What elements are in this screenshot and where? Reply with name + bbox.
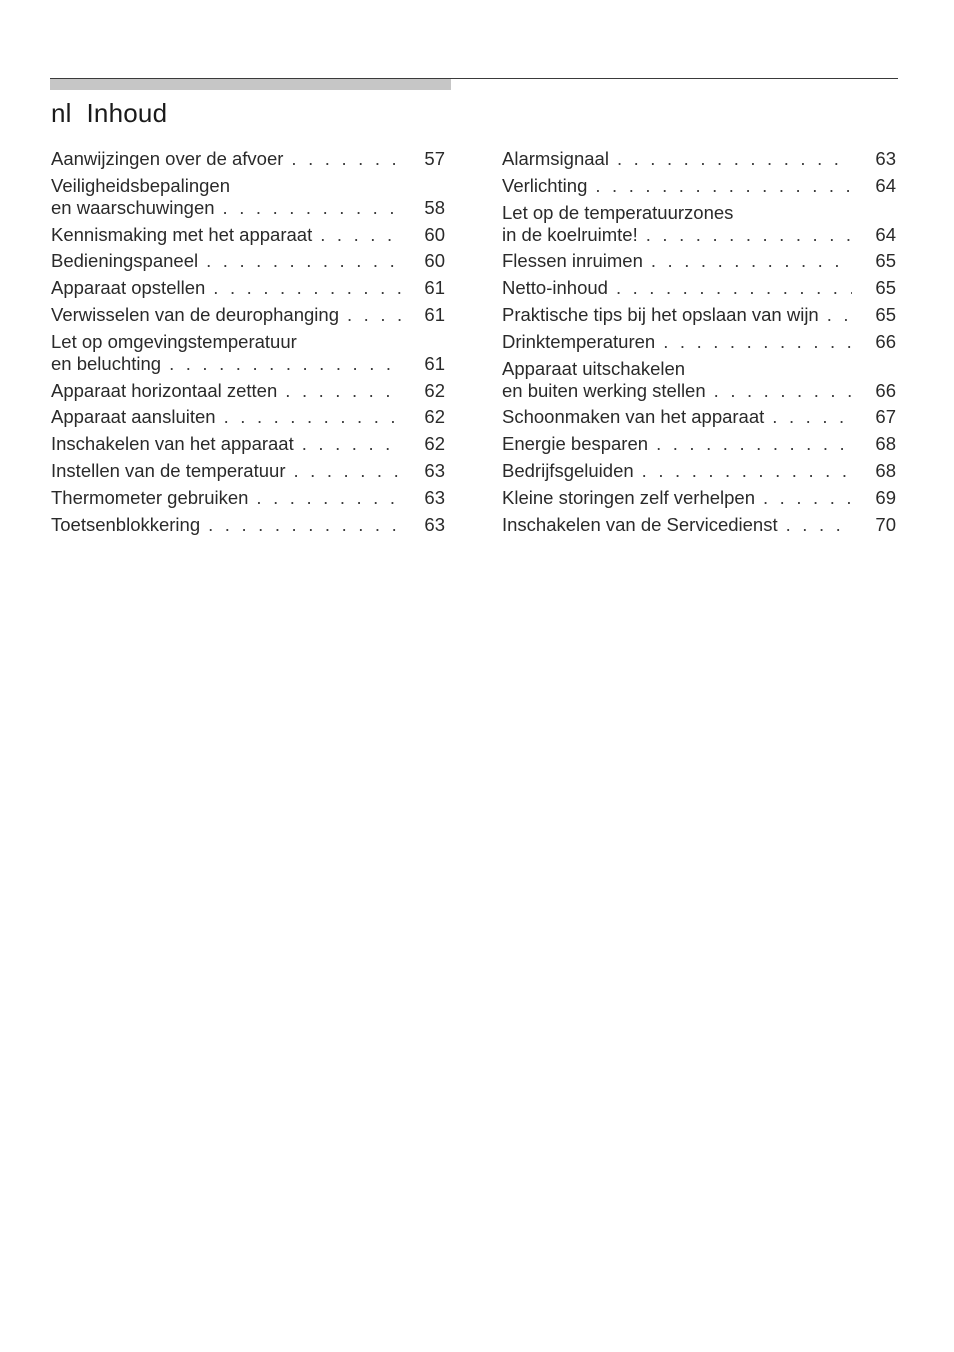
toc-entry-row <box>502 175 896 197</box>
toc-entry[interactable] <box>51 250 445 272</box>
toc-entry-row <box>51 353 445 375</box>
toc-entry-title: Bedieningspaneel <box>51 250 199 272</box>
toc-entry-row <box>502 380 896 402</box>
toc-entry[interactable] <box>502 514 896 536</box>
toc-entry-row <box>51 487 445 509</box>
dot-leader <box>291 148 401 170</box>
toc-entry[interactable] <box>502 487 896 509</box>
toc-entry-row <box>502 277 896 299</box>
dot-leader <box>256 487 401 509</box>
dot-leader <box>651 250 852 272</box>
dot-leader <box>646 224 852 246</box>
toc-entry-title-line: Let op de temperatuurzones <box>502 201 734 223</box>
toc-entry-row <box>51 224 445 246</box>
toc-entry-row <box>502 304 896 326</box>
toc-entry-title-line: Let op omgevingstemperatuur <box>51 330 297 352</box>
toc-entry-title: Inschakelen van de Servicedienst <box>502 513 778 535</box>
toc-entry-page-number: 65 <box>875 303 896 325</box>
toc-entry-row <box>51 433 445 455</box>
toc-entry-page-number: 67 <box>875 406 896 428</box>
toc-entry-page-number: 63 <box>424 459 445 481</box>
toc-entry-page-number: 65 <box>875 250 896 272</box>
toc-entry[interactable] <box>502 304 896 326</box>
toc-entry-page-number: 64 <box>875 223 896 245</box>
dot-leader <box>763 487 852 509</box>
header-bar <box>50 79 451 90</box>
toc-entry-row <box>51 514 445 536</box>
page-title <box>51 98 167 129</box>
dot-leader <box>714 380 852 402</box>
title-text: Inhoud <box>86 98 168 128</box>
toc-entry-row <box>502 460 896 482</box>
toc-entry-title: Apparaat aansluiten <box>51 406 216 428</box>
toc-entry[interactable] <box>51 148 445 170</box>
toc-entry-page-number: 66 <box>875 330 896 352</box>
toc-entry-row <box>502 224 896 246</box>
toc-entry[interactable] <box>51 304 445 326</box>
toc-entry[interactable] <box>51 487 445 509</box>
toc-entry-title: Aanwijzingen over de afvoer <box>51 148 284 169</box>
toc-entry[interactable] <box>51 460 445 482</box>
toc-entry-row <box>51 460 445 482</box>
toc-entry-title: Apparaat horizontaal zetten <box>51 379 278 401</box>
dot-leader <box>208 514 401 536</box>
language-code: nl <box>51 98 72 128</box>
dot-leader <box>302 433 401 455</box>
toc-entry-page-number: 61 <box>424 277 445 299</box>
toc-entry-title: Bedrijfsgeluiden <box>502 459 634 481</box>
toc-entry[interactable] <box>51 175 445 219</box>
toc-right-column <box>502 148 896 540</box>
toc-entry-page-number: 70 <box>875 513 896 535</box>
toc-entry-row <box>51 277 445 299</box>
toc-entry-title: en beluchting <box>51 352 162 374</box>
toc-entry-title: Verwisselen van de deurophanging <box>51 303 339 325</box>
toc-entry-title: Drinktemperaturen <box>502 330 656 352</box>
toc-left-column <box>51 148 445 540</box>
toc-entry-page-number: 60 <box>424 250 445 272</box>
toc-entry-title: Energie besparen <box>502 433 649 455</box>
toc-entry-row <box>51 380 445 402</box>
toc-entry-page-number: 58 <box>424 196 445 218</box>
dot-leader <box>347 304 401 326</box>
toc-entry-page-number: 69 <box>875 486 896 508</box>
toc-entry-title: Kleine storingen zelf verhelpen <box>502 486 755 508</box>
toc-entry-title: Praktische tips bij het opslaan van wijn <box>502 303 819 325</box>
toc-entry-row <box>502 514 896 536</box>
toc-entry-row <box>502 148 896 170</box>
toc-entry[interactable] <box>502 148 896 170</box>
toc-entry[interactable] <box>51 224 445 246</box>
toc-entry[interactable] <box>51 433 445 455</box>
dot-leader <box>223 197 401 219</box>
toc-entry-row <box>51 250 445 272</box>
toc-entry-title: Netto-inhoud <box>502 277 608 299</box>
toc-entry-row <box>502 406 896 428</box>
toc-entry-row <box>51 406 445 428</box>
dot-leader <box>642 460 852 482</box>
toc-entry-title-line: Veiligheidsbepalingen <box>51 174 230 196</box>
dot-leader <box>786 514 852 536</box>
dot-leader <box>656 433 852 455</box>
toc-entry-page-number: 62 <box>424 433 445 455</box>
toc-entry[interactable] <box>502 433 896 455</box>
toc-entry-title: Kennismaking met het apparaat <box>51 223 313 245</box>
toc-entry-page-number: 57 <box>424 148 445 169</box>
toc-entry-title-line: Apparaat uitschakelen <box>502 357 686 379</box>
toc-entry[interactable] <box>502 460 896 482</box>
toc-entry[interactable] <box>51 514 445 536</box>
toc-entry[interactable] <box>502 202 896 246</box>
toc-entry[interactable] <box>502 406 896 428</box>
dot-leader <box>285 380 401 402</box>
toc-entry-page-number: 64 <box>875 174 896 196</box>
toc-entry-title: Apparaat opstellen <box>51 277 206 299</box>
dot-leader <box>663 331 852 353</box>
dot-leader <box>206 250 401 272</box>
toc-entry-row <box>502 433 896 455</box>
toc-entry-page-number: 60 <box>424 223 445 245</box>
toc-entry-title: Instellen van de temperatuur <box>51 459 286 481</box>
toc-entry-page-number: 62 <box>424 379 445 401</box>
dot-leader <box>213 277 401 299</box>
toc-entry-page-number: 63 <box>875 148 896 169</box>
toc-entry-page-number: 62 <box>424 406 445 428</box>
toc-entry[interactable] <box>502 331 896 353</box>
toc-entry-row <box>51 197 445 219</box>
toc-entry-row <box>51 148 445 170</box>
toc-entry-title: Toetsenblokkering <box>51 513 201 535</box>
toc-entry-row <box>502 487 896 509</box>
toc-entry-title: en waarschuwingen <box>51 196 215 218</box>
toc-entry[interactable] <box>502 277 896 299</box>
toc-entry-title: en buiten werking stellen <box>502 379 706 401</box>
toc-entry-page-number: 68 <box>875 459 896 481</box>
dot-leader <box>224 406 401 428</box>
toc-entry-row <box>51 304 445 326</box>
dot-leader <box>293 460 401 482</box>
toc-entry[interactable] <box>51 331 445 375</box>
toc-entry-page-number: 68 <box>875 433 896 455</box>
toc-entry-row <box>502 331 896 353</box>
toc-entry-title: in de koelruimte! <box>502 223 638 245</box>
toc-entry[interactable] <box>502 250 896 272</box>
toc-entry[interactable] <box>51 406 445 428</box>
dot-leader <box>772 406 852 428</box>
toc-entry-page-number: 61 <box>424 352 445 374</box>
toc-entry[interactable] <box>51 277 445 299</box>
toc-entry-page-number: 63 <box>424 486 445 508</box>
toc-entry-page-number: 66 <box>875 379 896 401</box>
toc-entry-title: Schoonmaken van het apparaat <box>502 406 765 428</box>
dot-leader <box>827 304 852 326</box>
toc-entry[interactable] <box>51 380 445 402</box>
dot-leader <box>320 224 401 246</box>
toc-entry-title: Verlichting <box>502 174 588 196</box>
toc-entry-page-number: 61 <box>424 303 445 325</box>
toc-entry[interactable] <box>502 358 896 402</box>
dot-leader <box>169 353 401 375</box>
dot-leader <box>595 175 852 197</box>
toc-entry[interactable] <box>502 175 896 197</box>
toc-entry-title: Alarmsignaal <box>502 148 609 169</box>
toc-entry-page-number: 65 <box>875 277 896 299</box>
toc-entry-title: Flessen inruimen <box>502 250 643 272</box>
toc-entry-title: Inschakelen van het apparaat <box>51 433 294 455</box>
toc-entry-page-number: 63 <box>424 513 445 535</box>
dot-leader <box>617 148 852 170</box>
toc-entry-title: Thermometer gebruiken <box>51 486 249 508</box>
toc-entry-row <box>502 250 896 272</box>
dot-leader <box>616 277 852 299</box>
